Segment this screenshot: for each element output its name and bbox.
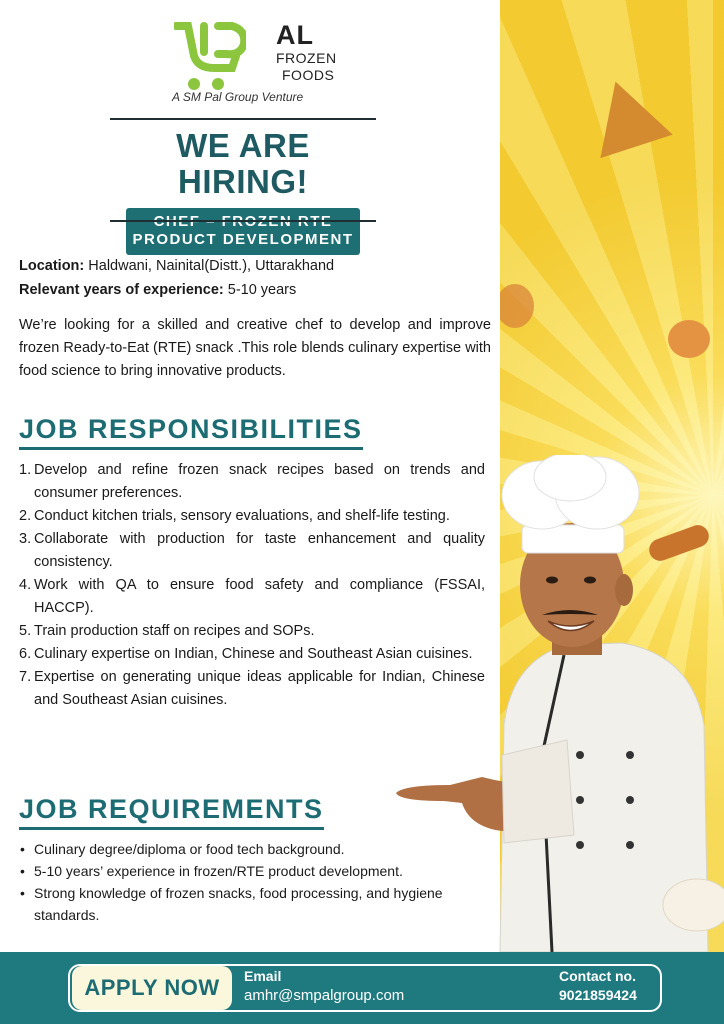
item-number: 4. (19, 577, 32, 593)
requirements-heading: JOB REQUIREMENTS (19, 794, 324, 830)
email-link[interactable]: amhr@smpalgroup.com (244, 987, 405, 1004)
role-line: CHEF – FROZEN RTE (153, 213, 333, 230)
list-item: • Culinary degree/diploma or food tech background. (19, 838, 479, 860)
company-logo (172, 20, 337, 108)
contact-label: Contact no. (559, 968, 636, 984)
hiring-header (110, 118, 376, 255)
snack-image (668, 320, 710, 358)
experience-value: 5-10 years (227, 282, 297, 298)
contact-number[interactable]: 9021859424 (559, 987, 637, 1003)
item-number: 6. (19, 646, 32, 662)
experience-label: Relevant years of experience: (19, 282, 224, 298)
item-text: Culinary expertise on Indian, Chinese and Southeast Asian cuisines. (34, 646, 473, 662)
item-number: 1. (19, 462, 32, 478)
cart-logo-icon (174, 22, 246, 100)
divider (110, 220, 376, 222)
list-item: • 5-10 years’ experience in frozen/RTE product development. (19, 860, 479, 882)
role-line: PRODUCT DEVELOPMENT (132, 231, 354, 248)
item-number: 2. (19, 508, 32, 524)
page-title: WE ARE HIRING! (176, 127, 310, 200)
item-number: 5. (19, 623, 32, 639)
apply-now-button[interactable]: APPLY NOW (72, 966, 232, 1010)
logo-text: AL (276, 20, 314, 50)
item-text: Expertise on generating unique ideas applicable for Indian, Chinese and Southeast Asian cuisines. (34, 669, 485, 708)
chef-image (392, 455, 724, 952)
item-text: Conduct kitchen trials, sensory evaluations, and shelf-life testing. (34, 508, 450, 524)
snack-image (500, 284, 534, 328)
item-text: Train production staff on recipes and SOPs. (34, 623, 315, 639)
location-value: Haldwani, Nainital(Distt.), Uttarakhand (88, 258, 335, 274)
samosa-image (579, 70, 672, 158)
item-number: 7. (19, 669, 32, 685)
intro-paragraph: We’re looking for a skilled and creative chef to develop and improve frozen Ready-to-Eat (RTE) snack .This role blends culinary expertise with food science to bring innovative products. (19, 317, 491, 379)
list-item: • Strong knowledge of frozen snacks, food processing, and hygiene standards. (19, 882, 479, 926)
logo-tagline: A SM Pal Group Venture (172, 90, 304, 104)
item-text: Work with QA to ensure food safety and compliance (FSSAI, HACCP). (34, 577, 485, 616)
experience-row (19, 278, 334, 302)
email-label: Email (244, 968, 282, 984)
location-row (19, 254, 334, 278)
role-badge (126, 208, 359, 255)
logo-text: FOODS (282, 67, 335, 83)
responsibilities-heading: JOB RESPONSIBILITIES (19, 414, 363, 450)
item-text: Develop and refine frozen snack recipes based on trends and consumer preferences. (34, 462, 485, 501)
job-meta (19, 254, 334, 302)
logo-text: FROZEN (276, 50, 337, 66)
item-text: Collaborate with production for taste enhancement and quality consistency. (34, 531, 485, 570)
item-number: 3. (19, 531, 32, 547)
location-label: Location: (19, 258, 85, 274)
